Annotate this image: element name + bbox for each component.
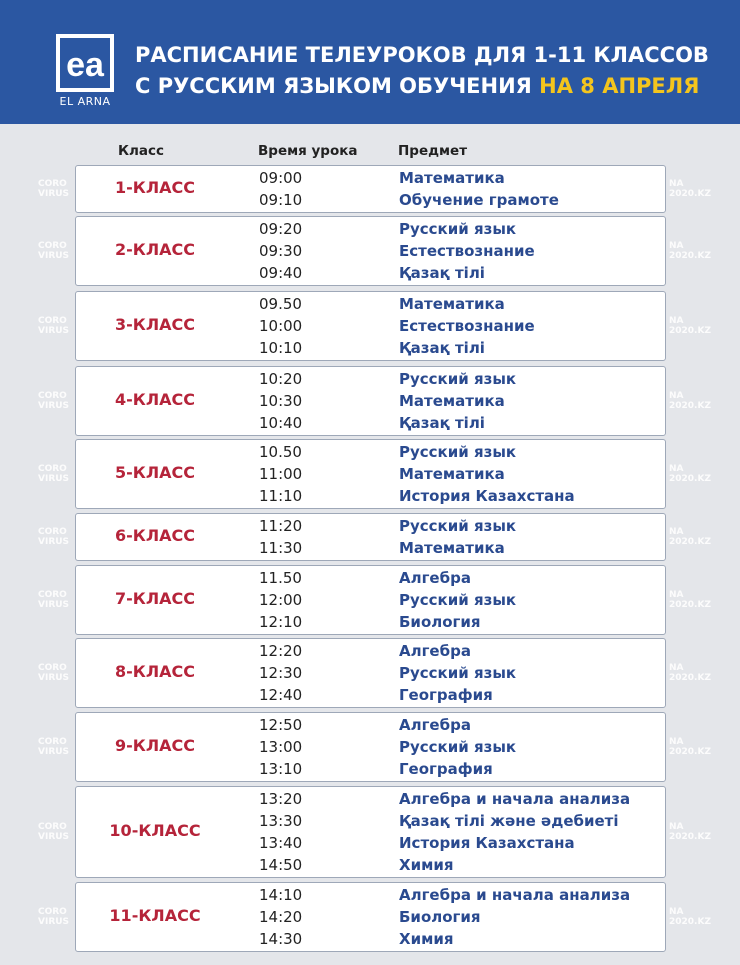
lesson-subject: Алгебра и начала анализа xyxy=(399,886,631,904)
lesson-subject: Қазақ тілі xyxy=(399,264,485,282)
watermark-left xyxy=(38,822,69,842)
lesson-time: 12:20 xyxy=(259,642,303,660)
watermark-left-top: CORO xyxy=(38,737,67,747)
lesson-subject: Химия xyxy=(399,856,454,874)
watermark-left-bottom: VIRUS xyxy=(38,832,70,842)
watermark-right xyxy=(669,907,711,927)
lesson-row xyxy=(76,412,665,434)
class-name: 6-КЛАСС xyxy=(114,526,195,545)
title-line-2 xyxy=(135,71,725,102)
watermark-left xyxy=(38,241,69,261)
lesson-time: 12:40 xyxy=(259,686,303,704)
watermark-left-bottom: VIRUS xyxy=(38,600,70,610)
watermark-right-bottom: 2020.KZ xyxy=(669,537,711,547)
watermark-right-top: NA xyxy=(669,391,684,401)
lesson-row xyxy=(76,337,665,359)
lesson-row xyxy=(76,854,665,876)
watermark-right xyxy=(669,737,711,757)
lesson-row xyxy=(76,167,665,189)
lesson-subject: Алгебра xyxy=(399,569,471,587)
logo-letters: ea xyxy=(66,46,104,84)
lesson-row xyxy=(76,736,665,758)
watermark-right-top: NA xyxy=(669,464,684,474)
lesson-row xyxy=(76,589,665,611)
lesson-subject: Қазақ тілі xyxy=(399,339,485,357)
class-name: 1-КЛАСС xyxy=(114,178,195,197)
watermark-left xyxy=(38,464,69,484)
lesson-time: 13:40 xyxy=(259,834,303,852)
watermark-left-top: CORO xyxy=(38,464,67,474)
lesson-row xyxy=(76,315,665,337)
watermark-right xyxy=(669,822,711,842)
watermark-right xyxy=(669,527,711,547)
watermark-right-top: NA xyxy=(669,907,684,917)
lesson-time: 09:30 xyxy=(259,242,303,260)
watermark-right-bottom: 2020.KZ xyxy=(669,326,711,336)
lesson-row xyxy=(76,928,665,950)
lesson-subject: История Казахстана xyxy=(399,487,575,505)
lesson-time: 09:40 xyxy=(259,264,303,282)
watermark-right-top: NA xyxy=(669,590,684,600)
class-name: 4-КЛАСС xyxy=(114,390,195,409)
watermark-left xyxy=(38,527,69,547)
class-block xyxy=(75,366,666,436)
lesson-row xyxy=(76,441,665,463)
title-line-2-main: С РУССКИМ ЯЗЫКОМ ОБУЧЕНИЯ xyxy=(135,74,540,98)
lesson-row xyxy=(76,788,665,810)
watermark-right xyxy=(669,179,711,199)
watermark-left-top: CORO xyxy=(38,391,67,401)
watermark-right xyxy=(669,316,711,336)
title-date-highlight: НА 8 АПРЕЛЯ xyxy=(539,74,700,98)
column-header-subject: Предмет xyxy=(398,143,468,159)
lesson-subject: Русский язык xyxy=(399,664,517,682)
watermark-right-bottom: 2020.KZ xyxy=(669,474,711,484)
lesson-subject: История Казахстана xyxy=(399,834,575,852)
class-name: 10-КЛАСС xyxy=(109,821,201,840)
watermark-left-top: CORO xyxy=(38,663,67,673)
lesson-row xyxy=(76,832,665,854)
lesson-time: 10:30 xyxy=(259,392,303,410)
lesson-time: 09:00 xyxy=(259,169,303,187)
lesson-subject: Математика xyxy=(399,295,505,313)
lesson-row xyxy=(76,218,665,240)
lesson-row xyxy=(76,611,665,633)
lesson-subject: Русский язык xyxy=(399,220,517,238)
watermark-left xyxy=(38,316,69,336)
class-block xyxy=(75,513,666,561)
lesson-time: 11.50 xyxy=(259,569,302,587)
class-name: 9-КЛАСС xyxy=(114,736,195,755)
watermark-left-bottom: VIRUS xyxy=(38,189,70,199)
lesson-time: 11:20 xyxy=(259,517,303,535)
lesson-row xyxy=(76,463,665,485)
lesson-time: 09:20 xyxy=(259,220,303,238)
watermark-left xyxy=(38,391,69,411)
lesson-subject: Алгебра и начала анализа xyxy=(399,790,631,808)
column-header-time: Время урока xyxy=(258,143,358,159)
watermark-right-bottom: 2020.KZ xyxy=(669,189,711,199)
watermark-right-bottom: 2020.KZ xyxy=(669,747,711,757)
lesson-time: 12:50 xyxy=(259,716,303,734)
lesson-subject: Математика xyxy=(399,392,505,410)
watermark-right xyxy=(669,590,711,610)
lesson-time: 11:00 xyxy=(259,465,303,483)
lesson-subject: Естествознание xyxy=(399,317,535,335)
watermark-right-top: NA xyxy=(669,737,684,747)
lesson-subject: Химия xyxy=(399,930,454,948)
watermark-left-bottom: VIRUS xyxy=(38,537,70,547)
lesson-row xyxy=(76,189,665,211)
lesson-subject: Биология xyxy=(399,613,481,631)
lesson-time: 10.50 xyxy=(259,443,302,461)
lesson-row xyxy=(76,758,665,780)
lesson-row xyxy=(76,390,665,412)
lesson-time: 10:20 xyxy=(259,370,303,388)
lesson-subject: Русский язык xyxy=(399,738,517,756)
class-block xyxy=(75,439,666,509)
watermark-right-bottom: 2020.KZ xyxy=(669,832,711,842)
watermark-right-top: NA xyxy=(669,316,684,326)
lesson-row xyxy=(76,906,665,928)
lesson-time: 09:10 xyxy=(259,191,303,209)
title-line-1: РАСПИСАНИЕ ТЕЛЕУРОКОВ ДЛЯ 1-11 КЛАССОВ xyxy=(135,43,709,67)
lesson-row xyxy=(76,293,665,315)
lesson-time: 13:10 xyxy=(259,760,303,778)
watermark-left xyxy=(38,907,69,927)
lesson-time: 11:30 xyxy=(259,539,303,557)
page-title xyxy=(135,40,725,102)
lesson-time: 14:10 xyxy=(259,886,303,904)
lesson-row xyxy=(76,567,665,589)
class-block xyxy=(75,712,666,782)
class-name: 3-КЛАСС xyxy=(114,315,195,334)
watermark-right xyxy=(669,241,711,261)
watermark-right-top: NA xyxy=(669,241,684,251)
lesson-time: 11:10 xyxy=(259,487,303,505)
lesson-row xyxy=(76,884,665,906)
watermark-left-bottom: VIRUS xyxy=(38,673,70,683)
lesson-row xyxy=(76,262,665,284)
lesson-time: 10:10 xyxy=(259,339,303,357)
lesson-subject: Математика xyxy=(399,169,505,187)
lesson-row xyxy=(76,684,665,706)
watermark-right-top: NA xyxy=(669,822,684,832)
lesson-row xyxy=(76,368,665,390)
lesson-row xyxy=(76,240,665,262)
logo-caption: EL ARNA xyxy=(59,95,111,108)
watermark-right-bottom: 2020.KZ xyxy=(669,917,711,927)
watermark-left-top: CORO xyxy=(38,822,67,832)
watermark-left-bottom: VIRUS xyxy=(38,747,70,757)
lesson-subject: Русский язык xyxy=(399,443,517,461)
watermark-left-bottom: VIRUS xyxy=(38,474,70,484)
watermark-right-bottom: 2020.KZ xyxy=(669,673,711,683)
class-block xyxy=(75,216,666,286)
class-block xyxy=(75,165,666,213)
lesson-time: 13:20 xyxy=(259,790,303,808)
watermark-left xyxy=(38,737,69,757)
class-name: 2-КЛАСС xyxy=(114,240,195,259)
lesson-row xyxy=(76,537,665,559)
lesson-time: 12:00 xyxy=(259,591,303,609)
lesson-subject: Математика xyxy=(399,539,505,557)
watermark-left xyxy=(38,179,69,199)
watermark-left-top: CORO xyxy=(38,179,67,189)
class-name: 8-КЛАСС xyxy=(114,662,195,681)
lesson-time: 12:10 xyxy=(259,613,303,631)
class-name: 11-КЛАСС xyxy=(109,906,201,925)
lesson-subject: Русский язык xyxy=(399,517,517,535)
lesson-subject: Қазақ тілі және әдебиеті xyxy=(399,812,619,830)
lesson-subject: Математика xyxy=(399,465,505,483)
lesson-time: 13:00 xyxy=(259,738,303,756)
lesson-subject: Алгебра xyxy=(399,642,471,660)
watermark-right xyxy=(669,391,711,411)
lesson-subject: Алгебра xyxy=(399,716,471,734)
lesson-row xyxy=(76,515,665,537)
el-arna-logo-icon xyxy=(55,33,115,93)
class-name: 7-КЛАСС xyxy=(114,589,195,608)
lesson-row xyxy=(76,640,665,662)
watermark-left-top: CORO xyxy=(38,241,67,251)
lesson-subject: Биология xyxy=(399,908,481,926)
lesson-subject: Қазақ тілі xyxy=(399,414,485,432)
watermark-left-bottom: VIRUS xyxy=(38,401,70,411)
lesson-time: 09.50 xyxy=(259,295,302,313)
watermark-right-bottom: 2020.KZ xyxy=(669,251,711,261)
class-block xyxy=(75,786,666,878)
lesson-subject: Русский язык xyxy=(399,591,517,609)
lesson-time: 14:30 xyxy=(259,930,303,948)
lesson-row xyxy=(76,485,665,507)
lesson-subject: Русский язык xyxy=(399,370,517,388)
watermark-right-top: NA xyxy=(669,179,684,189)
watermark-left-bottom: VIRUS xyxy=(38,326,70,336)
lesson-row xyxy=(76,810,665,832)
lesson-subject: География xyxy=(399,760,493,778)
lesson-time: 10:40 xyxy=(259,414,303,432)
watermark-left-bottom: VIRUS xyxy=(38,917,70,927)
header-banner xyxy=(0,0,740,124)
lesson-time: 10:00 xyxy=(259,317,303,335)
watermark-right-bottom: 2020.KZ xyxy=(669,600,711,610)
lesson-row xyxy=(76,714,665,736)
watermark-left-top: CORO xyxy=(38,590,67,600)
watermark-left-top: CORO xyxy=(38,316,67,326)
lesson-time: 13:30 xyxy=(259,812,303,830)
column-header-class: Класс xyxy=(118,143,165,159)
lesson-time: 12:30 xyxy=(259,664,303,682)
lesson-time: 14:50 xyxy=(259,856,303,874)
lesson-time: 14:20 xyxy=(259,908,303,926)
watermark-left-bottom: VIRUS xyxy=(38,251,70,261)
class-block xyxy=(75,882,666,952)
class-block xyxy=(75,291,666,361)
lesson-row xyxy=(76,662,665,684)
watermark-right xyxy=(669,464,711,484)
watermark-right xyxy=(669,663,711,683)
class-name: 5-КЛАСС xyxy=(114,463,195,482)
class-block xyxy=(75,638,666,708)
lesson-subject: Обучение грамоте xyxy=(399,191,559,209)
class-block xyxy=(75,565,666,635)
lesson-subject: Естествознание xyxy=(399,242,535,260)
watermark-left-top: CORO xyxy=(38,527,67,537)
watermark-left xyxy=(38,663,69,683)
watermark-left-top: CORO xyxy=(38,907,67,917)
watermark-left xyxy=(38,590,69,610)
watermark-right-bottom: 2020.KZ xyxy=(669,401,711,411)
watermark-right-top: NA xyxy=(669,663,684,673)
watermark-right-top: NA xyxy=(669,527,684,537)
lesson-subject: География xyxy=(399,686,493,704)
